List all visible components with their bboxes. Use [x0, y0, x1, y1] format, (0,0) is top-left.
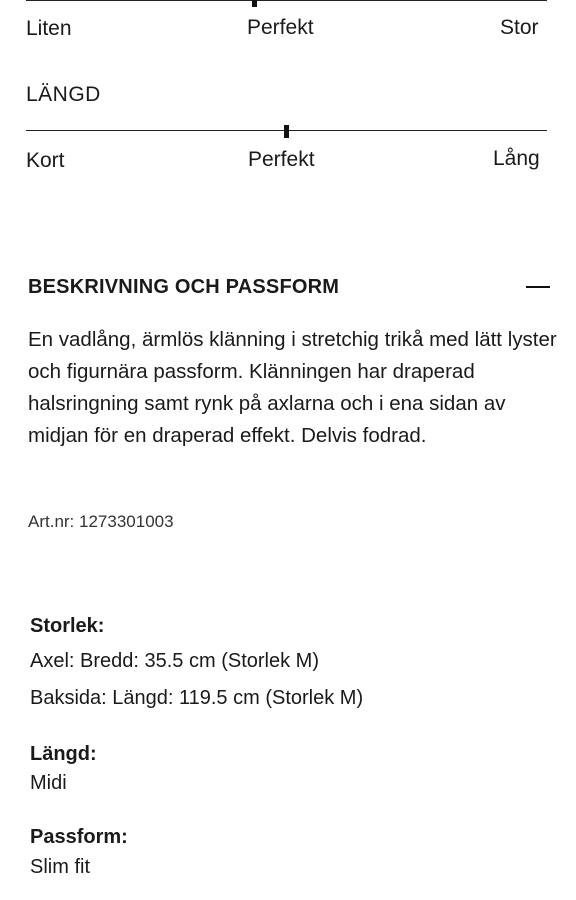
size-heading: Storlek: — [30, 615, 105, 637]
article-number: Art.nr: 1273301003 — [28, 512, 174, 531]
fit-width-track — [26, 0, 547, 1]
fit-width-label-large: Stor — [500, 16, 539, 39]
product-description: En vadlång, ärmlös klänning i stretchig trikå med lätt lyster och figurnära passform. Klänningen har draperad halsringning samt rynk på axlarna och i ena sidan av midjan för en draperad effekt. Delvis fodrad. — [28, 328, 557, 447]
fit-heading: Passform: — [30, 826, 128, 848]
description-accordion-header[interactable] — [28, 272, 550, 304]
size-value-back: Baksida: Längd: 119.5 cm (Storlek M) — [30, 687, 364, 709]
fit-width-label-small: Liten — [26, 17, 72, 40]
minus-icon[interactable] — [526, 286, 550, 288]
length-value: Midi — [30, 772, 67, 794]
fit-value: Slim fit — [30, 856, 90, 878]
description-accordion-title: BESKRIVNING OCH PASSFORM — [28, 276, 340, 298]
fit-length-title: LÄNGD — [26, 83, 101, 106]
fit-length-label-long: Lång — [493, 147, 540, 170]
fit-length-marker — [284, 125, 289, 138]
size-value-shoulder: Axel: Bredd: 35.5 cm (Storlek M) — [30, 650, 319, 672]
length-heading: Längd: — [30, 743, 97, 765]
fit-length-label-perfect: Perfekt — [248, 148, 315, 171]
fit-width-marker — [252, 0, 257, 7]
fit-width-label-perfect: Perfekt — [247, 16, 314, 39]
fit-length-label-short: Kort — [26, 149, 65, 172]
